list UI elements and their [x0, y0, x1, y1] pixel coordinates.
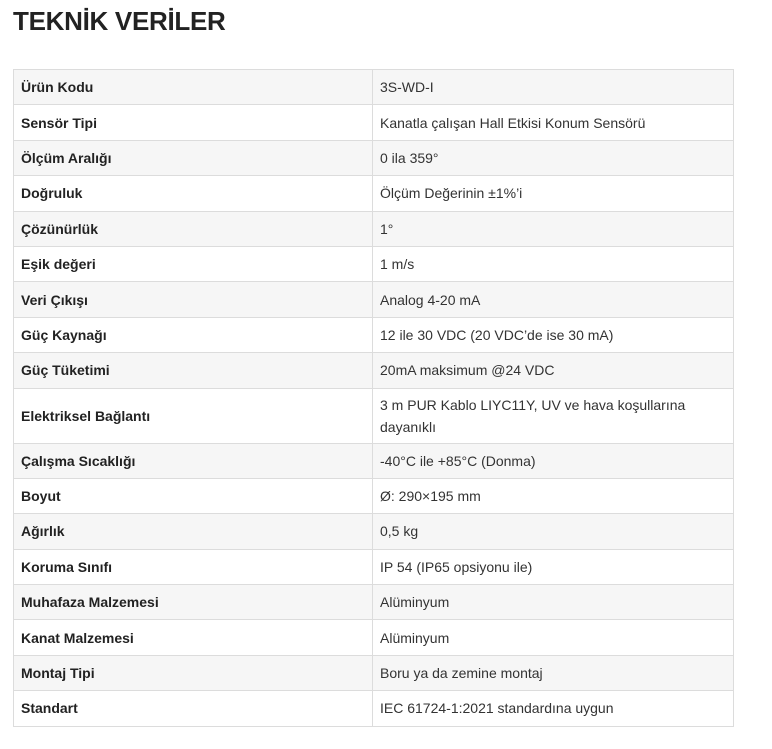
spec-label: Boyut	[14, 478, 373, 513]
spec-label: Montaj Tipi	[14, 655, 373, 690]
spec-value: IEC 61724-1:2021 standardına uygun	[373, 691, 734, 726]
table-row	[14, 585, 734, 620]
spec-label: Güç Kaynağı	[14, 317, 373, 352]
spec-label: Muhafaza Malzemesi	[14, 585, 373, 620]
table-row	[14, 655, 734, 690]
spec-value: 3 m PUR Kablo LIYC11Y, UV ve hava koşullarına dayanıklı	[373, 388, 734, 443]
spec-value: Ø: 290×195 mm	[373, 478, 734, 513]
table-row	[14, 176, 734, 211]
spec-value: Boru ya da zemine montaj	[373, 655, 734, 690]
spec-label: Sensör Tipi	[14, 105, 373, 140]
spec-value: 0 ila 359°	[373, 140, 734, 175]
page-title: TEKNİK VERİLER	[13, 6, 226, 36]
table-row	[14, 549, 734, 584]
spec-label: Doğruluk	[14, 176, 373, 211]
spec-label: Çözünürlük	[14, 211, 373, 246]
table-row	[14, 211, 734, 246]
table-row	[14, 105, 734, 140]
spec-value: 12 ile 30 VDC (20 VDC’de ise 30 mA)	[373, 317, 734, 352]
spec-label: Ölçüm Aralığı	[14, 140, 373, 175]
spec-value: 20mA maksimum @24 VDC	[373, 353, 734, 388]
spec-label: Güç Tüketimi	[14, 353, 373, 388]
table-row	[14, 443, 734, 478]
table-row	[14, 388, 734, 443]
spec-label: Ağırlık	[14, 514, 373, 549]
spec-table-body	[14, 70, 734, 727]
spec-value: 1°	[373, 211, 734, 246]
spec-value: Analog 4-20 mA	[373, 282, 734, 317]
spec-label: Veri Çıkışı	[14, 282, 373, 317]
spec-value: 1 m/s	[373, 246, 734, 281]
spec-value: IP 54 (IP65 opsiyonu ile)	[373, 549, 734, 584]
table-row	[14, 282, 734, 317]
spec-label: Çalışma Sıcaklığı	[14, 443, 373, 478]
table-row	[14, 317, 734, 352]
spec-value: Alüminyum	[373, 620, 734, 655]
table-row	[14, 70, 734, 105]
spec-value: Ölçüm Değerinin ±1%’i	[373, 176, 734, 211]
table-row	[14, 478, 734, 513]
table-row	[14, 140, 734, 175]
spec-label: Koruma Sınıfı	[14, 549, 373, 584]
table-row	[14, 353, 734, 388]
spec-label: Ürün Kodu	[14, 70, 373, 105]
spec-value: 3S-WD-I	[373, 70, 734, 105]
table-row	[14, 514, 734, 549]
spec-value: Kanatla çalışan Hall Etkisi Konum Sensörü	[373, 105, 734, 140]
spec-label: Kanat Malzemesi	[14, 620, 373, 655]
spec-value: Alüminyum	[373, 585, 734, 620]
table-row	[14, 620, 734, 655]
spec-table	[13, 69, 734, 727]
spec-label: Standart	[14, 691, 373, 726]
table-row	[14, 691, 734, 726]
spec-value: 0,5 kg	[373, 514, 734, 549]
table-row	[14, 246, 734, 281]
spec-value: -40°C ile +85°C (Donma)	[373, 443, 734, 478]
spec-label: Eşik değeri	[14, 246, 373, 281]
spec-label: Elektriksel Bağlantı	[14, 388, 373, 443]
